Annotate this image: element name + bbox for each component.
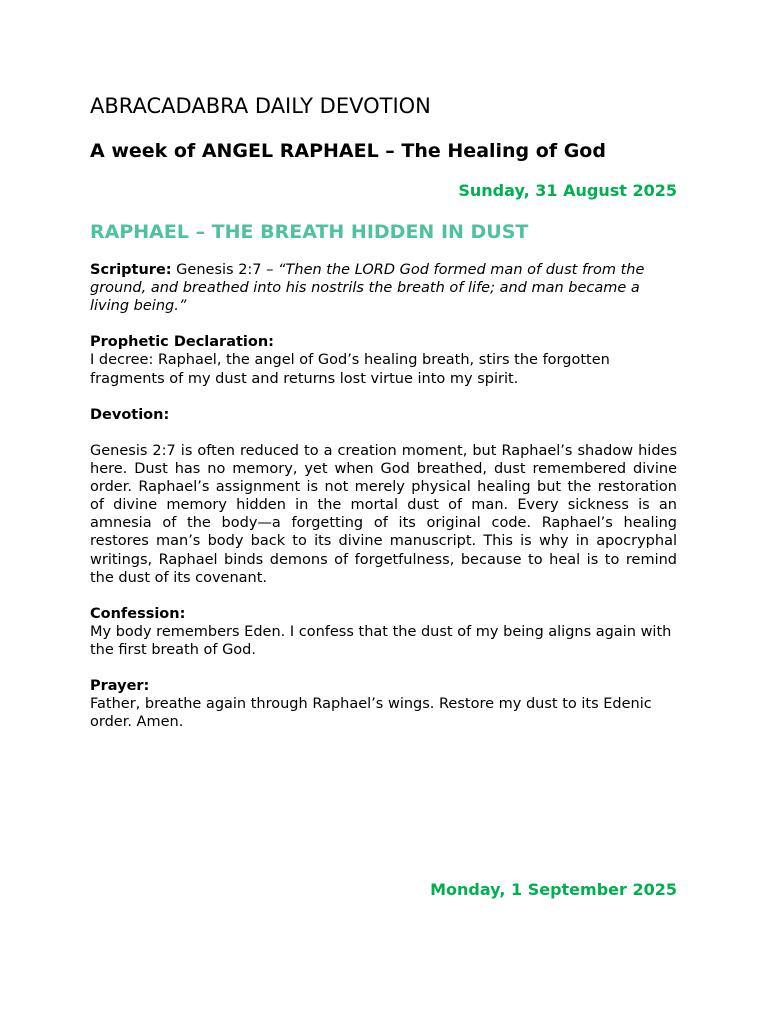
week-title: A week of ANGEL RAPHAEL – The Healing of God: [90, 140, 606, 162]
devotion-text: Genesis 2:7 is often reduced to a creation moment, but Raphael’s shadow hides here. Dust has no memory, yet when God breathed, dust remembered divine order. Raphael’s assignment is not merely physical healing but the restoration of divine memory hidden in the mortal dust of man. Every sickness is an amnesia of the body—a forgetting of its original code. Raphael’s healing restores man’s body back to its divine manuscript. This is why in apocryphal writings, Raphael binds demons of forgetfulness, because to heal is to remind the dust of its covenant.: [90, 442, 677, 586]
scripture-label: Scripture:: [90, 262, 172, 278]
confession-heading: Confession:: [90, 605, 186, 622]
scripture-quote: “Then the LORD God formed man of dust from the ground, and breathed into his nostrils the breath of life; and man became a living being.”: [90, 262, 645, 315]
devotion-heading-paragraph: [90, 406, 677, 424]
prayer-heading: Prayer:: [90, 678, 150, 695]
document-title: ABRACADABRA DAILY DEVOTION: [90, 94, 431, 118]
scripture-reference: Genesis 2:7 –: [171, 262, 279, 278]
confession-text: My body remembers Eden. I confess that the dust of my being aligns again with the first breath of God.: [90, 623, 672, 658]
declaration-paragraph: [90, 333, 677, 387]
entry-body: [90, 261, 677, 750]
declaration-text: I decree: Raphael, the angel of God’s healing breath, stirs the forgotten fragments of my dust and returns lost virtue into my spirit.: [90, 352, 610, 387]
document-page: [90, 0, 677, 1024]
scripture-paragraph: [90, 261, 677, 315]
prayer-paragraph: [90, 677, 677, 731]
entry-title: RAPHAEL – THE BREATH HIDDEN IN DUST: [90, 221, 529, 243]
declaration-heading: Prophetic Declaration:: [90, 334, 274, 351]
prayer-text: Father, breathe again through Raphael’s wings. Restore my dust to its Edenic order. Amen.: [90, 696, 652, 731]
entry-date: Sunday, 31 August 2025: [458, 181, 677, 200]
devotion-heading: Devotion:: [90, 406, 170, 423]
next-entry-date: Monday, 1 September 2025: [430, 880, 677, 899]
confession-paragraph: [90, 605, 677, 659]
